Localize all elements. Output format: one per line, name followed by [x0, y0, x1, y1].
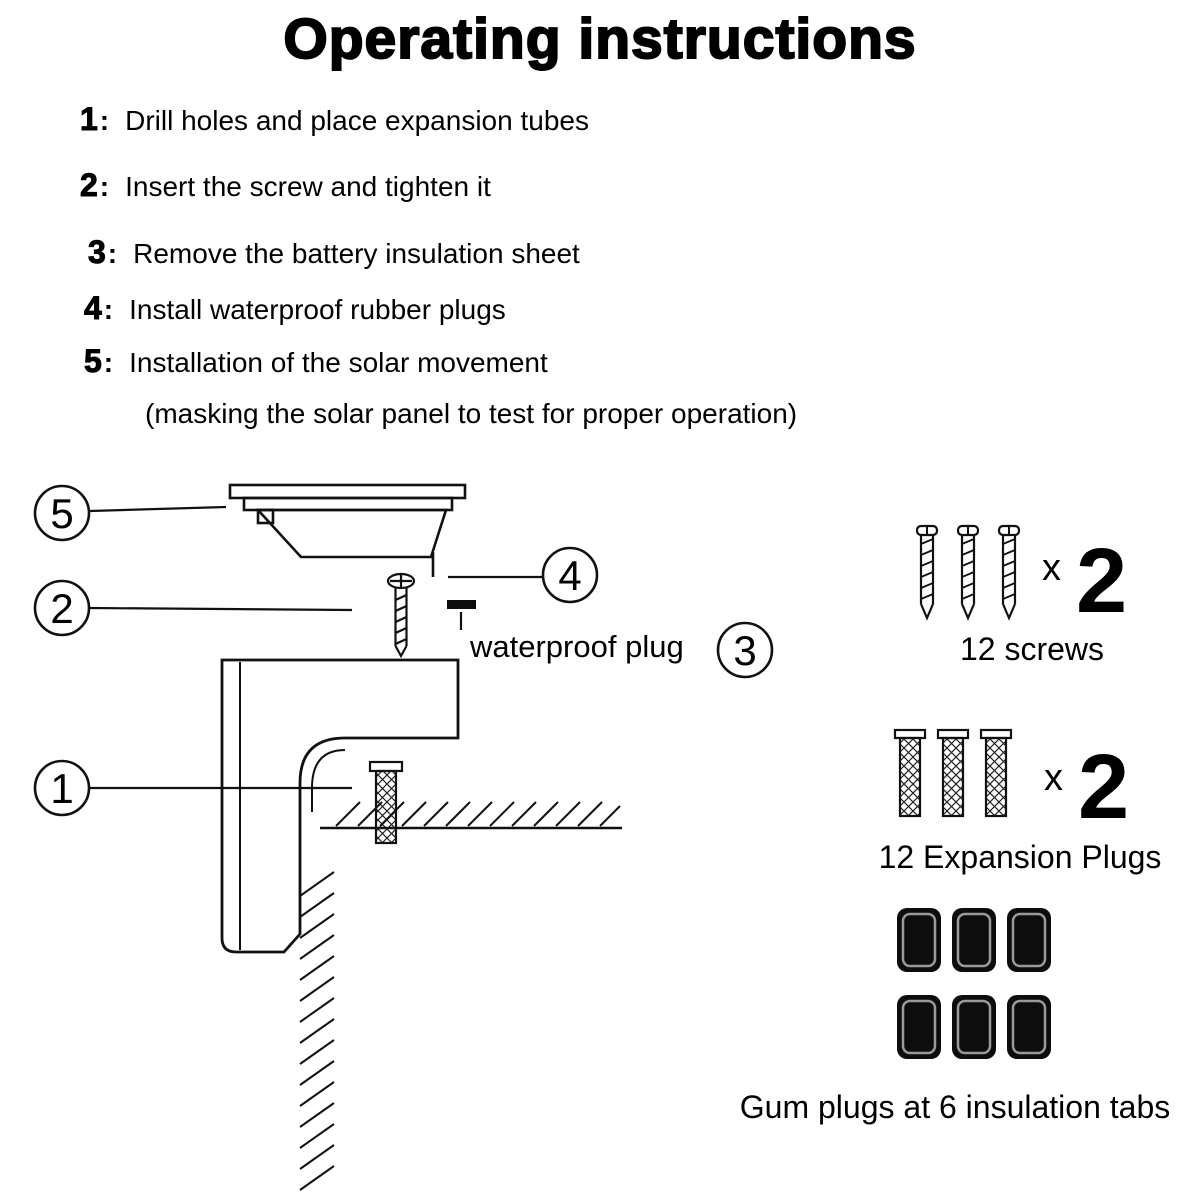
waterproof-plug-part — [447, 600, 476, 609]
step-5-number: 5 — [84, 343, 102, 379]
callout-3 — [718, 623, 772, 677]
step-3-number: 3 — [88, 234, 106, 270]
instruction-diagram — [0, 460, 1200, 1200]
expansion-plugs-multiplier-x: x — [1044, 757, 1063, 799]
page-title: Operating instructions — [283, 7, 917, 71]
screw-icon — [958, 526, 978, 618]
step-2 — [80, 167, 491, 204]
gum-plug-icon — [952, 908, 996, 972]
expansion-plug-icon — [981, 730, 1011, 816]
expansion-plug-icon — [938, 730, 968, 816]
expansion-plugs-multiplier-count: 2 — [1078, 736, 1130, 838]
expansion-plugs-illustration — [879, 730, 1162, 875]
step-1 — [80, 101, 589, 138]
screws-multiplier-count: 2 — [1076, 530, 1128, 632]
gum-plug-icon — [952, 995, 996, 1059]
gum-plugs-illustration — [740, 908, 1170, 1125]
step-1-number: 1 — [80, 101, 98, 137]
step-4-colon: : — [103, 294, 114, 325]
step-2-number: 2 — [80, 167, 98, 203]
step-3-colon: : — [107, 238, 118, 269]
callout-1 — [35, 761, 352, 815]
wall-hatching — [300, 802, 622, 1190]
step-5-note: (masking the solar panel to test for proper operation) — [145, 398, 798, 429]
solar-light-fixture — [230, 485, 465, 577]
step-1-colon: : — [99, 105, 110, 136]
step-5-text: Installation of the solar movement — [129, 347, 548, 378]
step-2-text: Insert the screw and tighten it — [125, 171, 491, 202]
screw-icon — [999, 526, 1019, 618]
gum-plug-icon — [897, 995, 941, 1059]
screws-illustration — [917, 526, 1127, 667]
expansion-plug-icon — [895, 730, 925, 816]
step-2-colon: : — [99, 171, 110, 202]
step-4-number: 4 — [84, 290, 102, 326]
callout-4-number: 4 — [558, 552, 582, 599]
callout-2-number: 2 — [50, 585, 74, 632]
step-1-text: Drill holes and place expansion tubes — [125, 105, 589, 136]
expansion-plug-in-wall — [370, 762, 402, 843]
callout-2-leader-line — [90, 608, 352, 610]
mounting-screw — [388, 574, 414, 656]
screw-icon — [917, 526, 937, 618]
step-5 — [84, 343, 548, 380]
step-3-text: Remove the battery insulation sheet — [133, 238, 580, 269]
gum-plug-icon — [897, 908, 941, 972]
waterproof-plug-label: waterproof plug — [470, 629, 684, 664]
screws-label: 12 screws — [959, 631, 1105, 667]
expansion-plugs-label: 12 Expansion Plugs — [878, 839, 1162, 875]
callout-5-leader-line — [90, 507, 226, 511]
callout-5 — [35, 486, 226, 540]
gum-plug-icon — [1007, 908, 1051, 972]
callout-3-number: 3 — [733, 627, 757, 674]
step-4 — [84, 290, 506, 327]
callout-4 — [448, 548, 597, 602]
callout-1-number: 1 — [50, 765, 74, 812]
step-5-colon: : — [103, 347, 114, 378]
callout-5-number: 5 — [50, 490, 74, 537]
waterproof-plug-diagram — [447, 600, 684, 664]
callout-2 — [35, 581, 352, 635]
gum-plugs-label: Gum plugs at 6 insulation tabs — [739, 1089, 1171, 1125]
step-3 — [88, 234, 580, 271]
gum-plug-icon — [1007, 995, 1051, 1059]
step-4-text: Install waterproof rubber plugs — [129, 294, 506, 325]
screws-multiplier-x: x — [1042, 547, 1061, 589]
